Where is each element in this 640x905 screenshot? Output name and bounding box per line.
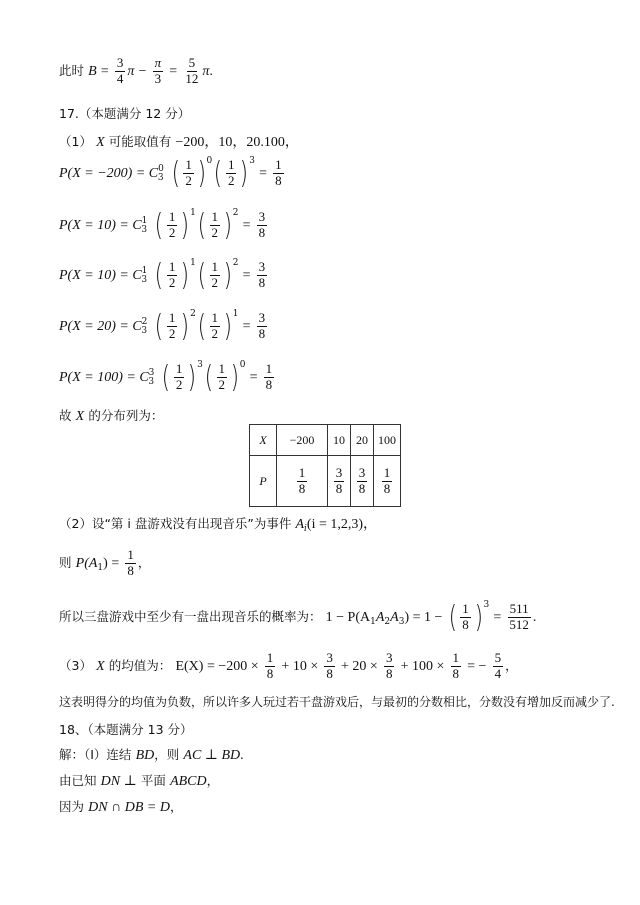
math: 1	[97, 562, 104, 573]
parenthesized: ( $\frac{1}{2}$ )	[204, 359, 239, 395]
math: 1	[190, 258, 196, 268]
math: 0	[239, 360, 246, 370]
table-cell: $\frac{1}{8}$	[374, 456, 401, 507]
fraction: $\frac{1}{8}$	[265, 361, 273, 392]
math: 1	[190, 208, 196, 218]
fraction: $\frac{3}{8}$	[326, 650, 333, 681]
math: 1 − P(A	[325, 610, 371, 625]
text: ，	[137, 554, 151, 570]
fraction: $\frac{5}{12}$	[185, 55, 199, 86]
math: 2	[141, 317, 148, 327]
text: （1）	[59, 134, 92, 149]
text: 所以三盘游戏中至少有一盘出现音乐的概率为：	[59, 609, 322, 624]
math: 2	[232, 208, 239, 218]
math: 3	[148, 368, 155, 378]
table-cell: 100	[374, 425, 401, 456]
math: ABCD	[170, 774, 207, 789]
math: BD	[135, 748, 155, 763]
math: P(X = −200) =	[59, 166, 149, 181]
math: A	[295, 517, 305, 532]
parenthesized: ( $\frac{1}{2}$ )	[171, 155, 206, 191]
fraction: $\frac{3}{8}$	[258, 310, 266, 341]
because-line	[59, 797, 182, 816]
math: C	[132, 319, 142, 334]
table-cell: P	[250, 456, 277, 507]
fraction: $\frac{3}{8}$	[258, 259, 266, 290]
table-row	[250, 456, 401, 507]
math: 3	[249, 156, 255, 166]
text: 平面	[140, 773, 166, 788]
fraction: $\frac{1}{8}$	[266, 650, 274, 681]
math: .	[209, 63, 213, 79]
table-cell: 20	[351, 425, 374, 456]
table-cell: $\frac{3}{8}$	[328, 456, 351, 507]
math: 3	[148, 377, 155, 387]
math: C	[148, 166, 159, 181]
math: 3	[157, 173, 164, 183]
text: 故	[59, 408, 72, 423]
math: X	[75, 409, 85, 424]
math: 3	[197, 360, 203, 370]
parenthesized: ( $\frac{1}{8}$ )	[448, 599, 483, 635]
math: + 20 ×	[341, 658, 378, 674]
math: =	[169, 63, 178, 79]
math: P(A	[75, 555, 98, 571]
parenthesized: ( $\frac{1}{2}$ )	[214, 155, 249, 191]
math: DN ∩ DB = D	[88, 800, 170, 815]
table-cell: $\frac{1}{8}$	[277, 456, 328, 507]
text: 由已知	[59, 773, 97, 788]
math: ) = 1 −	[404, 610, 443, 625]
table-cell: −200	[277, 425, 328, 456]
math: (i = 1,2,3)，	[306, 517, 378, 532]
math: C	[139, 370, 149, 385]
math: =	[242, 268, 251, 283]
math: 2	[232, 258, 239, 268]
math: + 10 ×	[281, 658, 319, 674]
math: 3	[141, 275, 148, 285]
math: + 100 ×	[400, 658, 445, 674]
table-row	[250, 425, 401, 456]
parenthesized: ( $\frac{1}{2}$ )	[154, 308, 190, 344]
fraction: $\frac{3}{8}$	[385, 650, 393, 681]
distribution-intro	[59, 406, 163, 425]
math: P(X = 100) =	[59, 370, 140, 385]
fraction: $\frac{511}{512}$	[509, 601, 529, 632]
conclusion-text: 这表明得分的均值为负数，所以许多人玩过若干盘游戏后，与最初的分数相比，分数没有增加反而减少了.	[59, 695, 615, 709]
parenthesized: ( $\frac{1}{2}$ )	[197, 207, 232, 243]
text: （3）	[59, 657, 92, 673]
math: P(X = 20) =	[59, 319, 133, 334]
probability-line	[59, 156, 286, 189]
table-cell: 10	[328, 425, 351, 456]
math: X	[96, 658, 105, 674]
text: 此时	[59, 62, 85, 78]
math: A	[390, 610, 399, 625]
text: ，	[169, 799, 183, 814]
text: 则	[59, 554, 72, 570]
math: =	[259, 166, 267, 181]
fraction: $\frac{1}{8}$	[452, 650, 460, 681]
math: 3	[483, 600, 490, 610]
text: 因为	[59, 799, 85, 814]
parenthesized: ( $\frac{1}{2}$ )	[154, 257, 190, 293]
part-1-line	[59, 131, 299, 151]
known-line	[59, 771, 219, 790]
math: −	[138, 63, 147, 79]
fraction: $\frac{\pi}{3}$	[154, 55, 162, 86]
table-cell: X	[250, 425, 277, 456]
math: DN ⊥	[100, 774, 137, 789]
so-line	[59, 600, 536, 633]
math: 1	[232, 309, 239, 319]
probability-line	[59, 309, 269, 342]
math: π	[202, 63, 210, 79]
question-18-title: 18、（本题满分 13 分）	[59, 722, 193, 737]
parenthesized: ( $\frac{1}{2}$ )	[154, 207, 190, 243]
probability-line	[59, 208, 269, 241]
math: .	[240, 748, 244, 763]
text: 解：（Ⅰ）连结	[59, 747, 132, 762]
math: 3	[398, 617, 405, 627]
table-cell: $\frac{3}{8}$	[351, 456, 374, 507]
part-3-line	[59, 651, 518, 682]
math: 1	[370, 617, 376, 627]
text: 的分布列为：	[88, 408, 164, 423]
math: = −	[467, 658, 487, 674]
math: .	[532, 610, 537, 625]
math: 3	[141, 225, 148, 235]
fraction: $\frac{1}{8}$	[127, 547, 134, 578]
text: ，	[206, 773, 220, 788]
probability-line	[59, 360, 276, 393]
parenthesized: ( $\frac{1}{2}$ )	[197, 257, 232, 293]
math: 3	[141, 326, 148, 336]
math: ) =	[103, 555, 120, 571]
math: 0	[158, 164, 164, 174]
part-2-line	[59, 513, 377, 534]
probability-line	[59, 258, 269, 291]
fraction: $\frac{5}{4}$	[494, 650, 502, 681]
then-line	[59, 548, 150, 579]
math: C	[132, 218, 142, 233]
solution-line-1	[59, 745, 244, 764]
text: ，	[505, 657, 518, 673]
parenthesized: ( $\frac{1}{2}$ )	[161, 359, 197, 395]
math: =	[100, 63, 109, 79]
math: 1	[141, 216, 148, 226]
distribution-table	[249, 424, 401, 507]
math: π	[127, 63, 135, 79]
math: −200，10，20.100，	[175, 135, 299, 150]
math: X	[96, 135, 105, 150]
math: i	[304, 524, 307, 534]
text: 的均值为：	[108, 657, 172, 673]
text: 可能取值有	[108, 134, 172, 149]
math: B	[88, 63, 97, 79]
math: P(X = 10) =	[59, 268, 133, 283]
math: =	[249, 370, 258, 385]
math: 0	[206, 156, 213, 166]
fraction: $\frac{3}{4}$	[116, 55, 124, 86]
math: 2	[190, 309, 196, 319]
math: P(X = 10) =	[59, 218, 133, 233]
math: 1	[141, 266, 148, 276]
text: ，则	[154, 747, 180, 762]
math: =	[242, 218, 251, 233]
text: （2）设“第 i 盘游戏没有出现音乐”为事件	[59, 516, 292, 531]
math: 2	[384, 617, 391, 627]
question-17-title: 17.（本题满分 12 分）	[59, 106, 191, 121]
math: =	[493, 610, 502, 625]
math: E(X) = −200 ×	[175, 658, 259, 674]
fraction: $\frac{3}{8}$	[258, 209, 266, 240]
line-b-value	[59, 56, 213, 87]
math: A	[375, 610, 385, 625]
math: C	[132, 268, 142, 283]
math: =	[242, 319, 251, 334]
parenthesized: ( $\frac{1}{2}$ )	[197, 308, 232, 344]
fraction: $\frac{1}{8}$	[275, 157, 282, 188]
math: AC ⊥ BD	[183, 748, 241, 763]
